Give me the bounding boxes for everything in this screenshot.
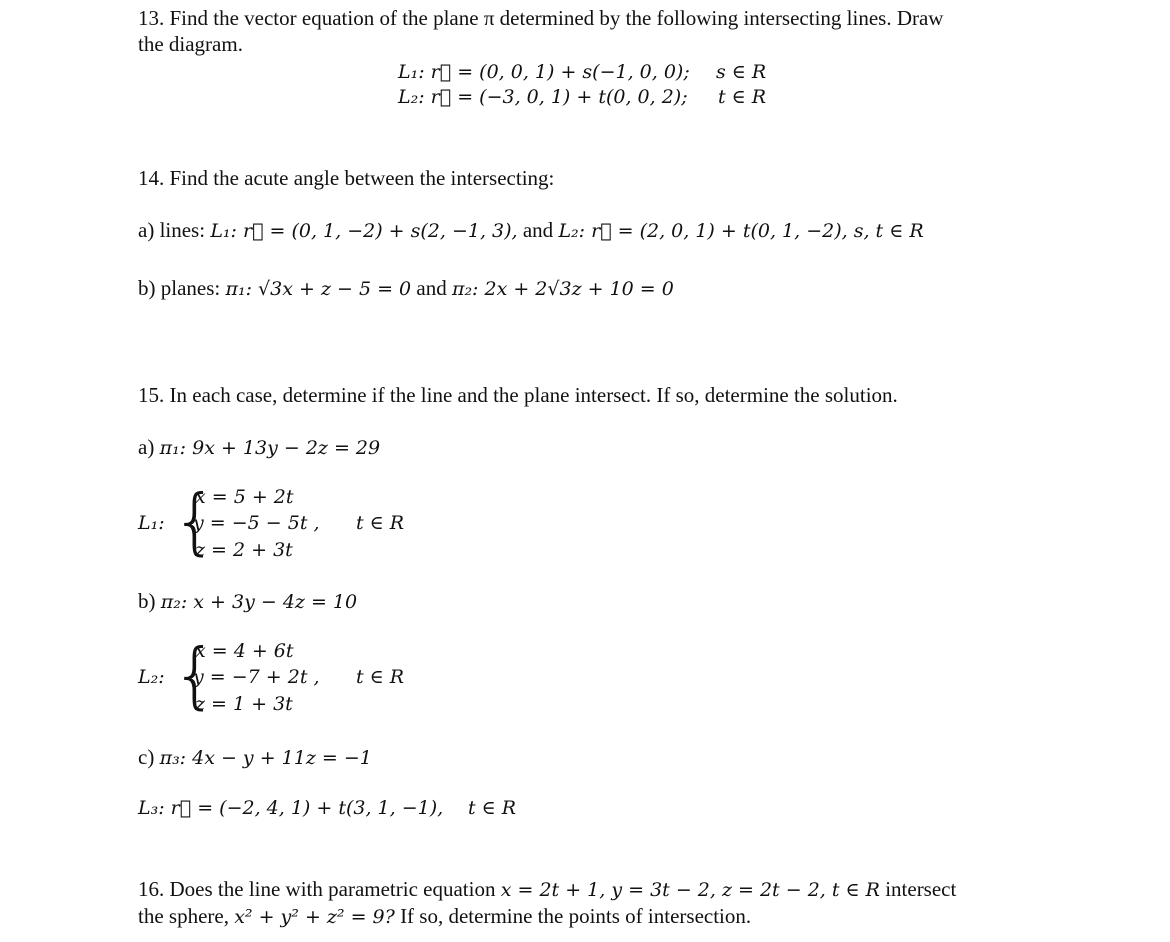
q14-a	[138, 218, 924, 243]
q15-b-z: z = 1 + 3t	[195, 693, 293, 715]
q14-title: 14. Find the acute angle between the intersecting:	[138, 166, 555, 190]
q13-L2-domain: t ∈ R	[718, 86, 767, 108]
q15-title: 15. In each case, determine if the line and the plane intersect. If so, determine the solution.	[138, 383, 898, 407]
q14-a-eq2: L₂: r⃗ = (2, 0, 1) + t(0, 1, −2), s, t ∈ R	[558, 220, 924, 242]
q15-a-y: y = −5 − 5t ,	[193, 512, 320, 534]
q15-b-label: b)	[138, 589, 156, 613]
q13-L1-domain: s ∈ R	[716, 61, 767, 83]
q16-line2-eq: x² + y² + z² = 9?	[234, 906, 395, 928]
q15-a-x: x = 5 + 2t	[195, 486, 294, 508]
q14-a-prefix: a) lines:	[138, 218, 206, 242]
q15-a-line-label: L₁:	[138, 512, 165, 534]
q14-a-eq1: L₁: r⃗ = (0, 1, −2) + s(2, −1, 3),	[210, 220, 518, 242]
q15-c-line: L₃: r⃗ = (−2, 4, 1) + t(3, 1, −1),	[138, 797, 444, 819]
q14-b	[138, 276, 674, 301]
q13-line2: the diagram.	[138, 32, 243, 56]
q15-a-plane: π₁: 9x + 13y − 2z = 29	[159, 437, 381, 459]
q14-b-and: and	[416, 276, 447, 300]
q16-line2-end: If so, determine the points of intersection.	[400, 904, 752, 928]
q15-b-x: x = 4 + 6t	[195, 640, 294, 662]
q15-c-domain: t ∈ R	[468, 797, 517, 819]
q15-b-domain: t ∈ R	[356, 666, 405, 688]
q16-line1	[138, 877, 956, 902]
q14-b-eq2: π₂: 2x + 2√3z + 10 = 0	[451, 278, 674, 300]
q14-b-eq1: π₁: √3x + z − 5 = 0	[225, 278, 412, 300]
q15-a-plane-row	[138, 435, 380, 460]
q15-a-z: z = 2 + 3t	[195, 539, 293, 561]
q13-line1: 13. Find the vector equation of the plane π determined by the following intersecting lines. Draw	[138, 6, 944, 30]
q15-b-plane-row	[138, 589, 357, 614]
q16-line2-text: the sphere,	[138, 904, 229, 928]
q13-L1: L₁: r⃗ = (0, 0, 1) + s(−1, 0, 0);	[398, 61, 690, 83]
q15-b-brace: {	[172, 633, 218, 717]
q15-a-label: a)	[138, 435, 155, 459]
q13-L2: L₂: r⃗ = (−3, 0, 1) + t(0, 0, 2);	[398, 86, 688, 108]
q15-c-plane: π₃: 4x − y + 11z = −1	[159, 747, 372, 769]
q15-c-plane-row	[138, 745, 372, 770]
q15-b-plane: π₂: x + 3y − 4z = 10	[160, 591, 358, 613]
q16-line1-eq: x = 2t + 1, y = 3t − 2, z = 2t − 2, t ∈ R	[500, 879, 880, 901]
q16-line1-text: 16. Does the line with parametric equation	[138, 877, 496, 901]
q14-a-and: and	[522, 218, 554, 242]
q15-a-domain: t ∈ R	[356, 512, 405, 534]
q15-c-label: c)	[138, 745, 155, 769]
q15-b-line-label: L₂:	[138, 666, 165, 688]
q14-b-prefix: b) planes:	[138, 276, 221, 300]
q15-a-brace: {	[172, 479, 218, 563]
q15-b-y: y = −7 + 2t ,	[193, 666, 320, 688]
q16-line2	[138, 904, 751, 929]
q16-line1-end: intersect	[885, 877, 957, 901]
